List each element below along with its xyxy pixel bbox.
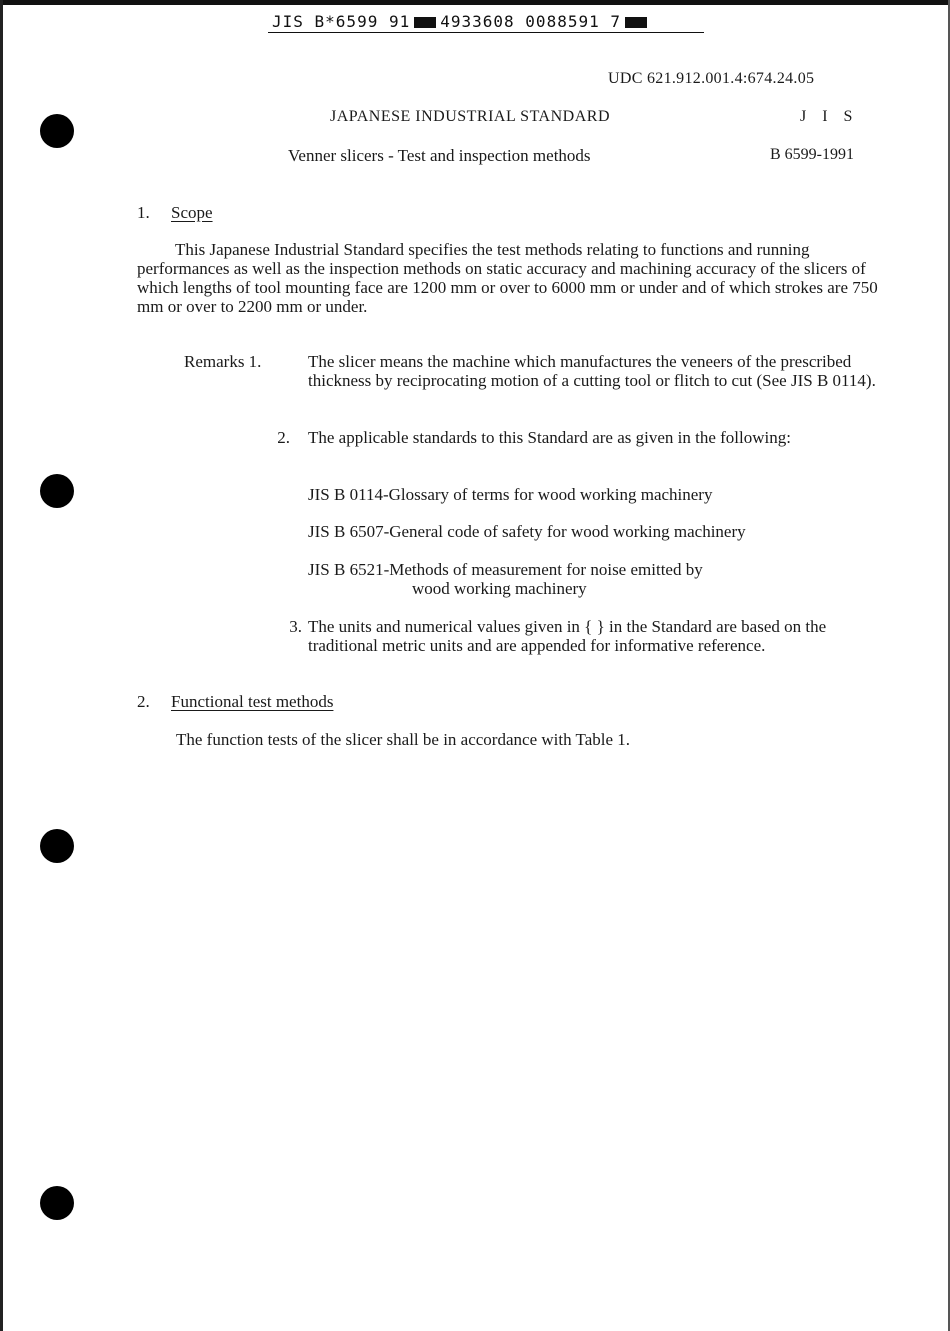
remark-3: The units and numerical values given in { } in the Standard are based on the traditional metric units and are appended for informative reference. xyxy=(308,617,827,655)
stamp-block-icon xyxy=(625,17,647,28)
section-number: 1. xyxy=(137,203,150,222)
remark-2: The applicable standards to this Standard are as given in the following: xyxy=(308,428,791,447)
standard-reference xyxy=(308,485,888,504)
section-2-heading xyxy=(137,692,333,712)
header-stamp-middle: 4933608 0088591 7 xyxy=(440,12,621,31)
section-title: Scope xyxy=(171,203,213,222)
header-stamp-rule xyxy=(268,32,704,33)
section-number: 2. xyxy=(137,692,150,711)
remarks-label: Remarks 1. xyxy=(184,352,262,371)
punch-hole-icon xyxy=(40,474,74,508)
remark-3-number: 3. xyxy=(289,617,302,636)
jis-mark: J I S xyxy=(800,108,859,125)
punch-hole-icon xyxy=(40,114,74,148)
reference-continuation: wood working machinery xyxy=(412,579,587,598)
standard-reference xyxy=(308,560,888,598)
remark-1: The slicer means the machine which manufactures the veneers of the prescribed thickness by reciprocating motion of a cutting tool or flitch to cut (See JIS B 0114). xyxy=(308,352,876,390)
scope-text: This Japanese Industrial Standard specifies the test methods relating to functions and running performances as well as the inspection methods on static accuracy and machining accuracy of the slicers of which lengths of tool mounting face are 1200 mm or over to 6000 mm or under and of which strokes are 750 mm or over to 2200 mm or under. xyxy=(137,240,878,316)
document-number: B 6599-1991 xyxy=(770,146,854,163)
reference-line: JIS B 0114-Glossary of terms for wood working machinery xyxy=(308,485,713,504)
functional-test-paragraph: The function tests of the slicer shall be in accordance with Table 1. xyxy=(176,730,631,749)
udc-code: UDC 621.912.001.4:674.24.05 xyxy=(608,70,815,87)
section-title: Functional test methods xyxy=(171,692,334,711)
page-border-top xyxy=(0,0,950,5)
header-stamp xyxy=(272,12,651,31)
header-stamp-left: JIS B*6599 91 xyxy=(272,12,411,31)
standard-reference xyxy=(308,522,888,541)
page-border-left xyxy=(0,0,3,1331)
reference-line: JIS B 6507-General code of safety for wood working machinery xyxy=(308,522,746,541)
punch-hole-icon xyxy=(40,829,74,863)
document-title: Venner slicers - Test and inspection methods xyxy=(288,146,591,165)
scope-paragraph xyxy=(137,240,882,316)
remark-2-number: 2. xyxy=(277,428,290,447)
standard-name: JAPANESE INDUSTRIAL STANDARD xyxy=(330,108,610,125)
reference-line: JIS B 6521-Methods of measurement for noise emitted by xyxy=(308,560,703,579)
punch-hole-icon xyxy=(40,1186,74,1220)
section-1-heading xyxy=(137,203,213,223)
stamp-block-icon xyxy=(414,17,436,28)
